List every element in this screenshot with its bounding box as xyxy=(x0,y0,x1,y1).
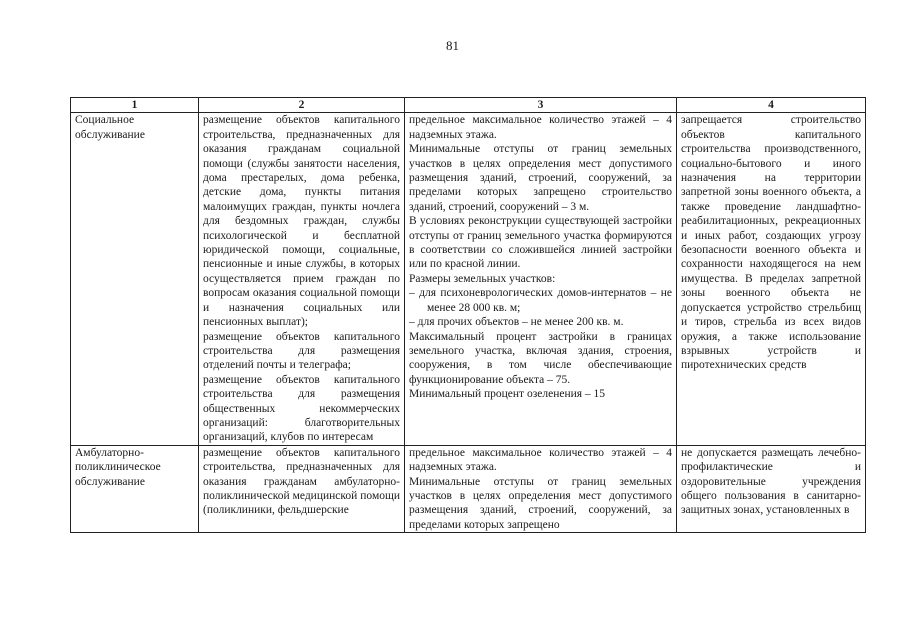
parameter-item: Размеры земельных участков: xyxy=(409,272,556,285)
parameter-item: предельное максимальное количество этажей – 4 надземных этажа. xyxy=(409,114,672,141)
page-number: 81 xyxy=(446,38,459,53)
use-type-name xyxy=(71,445,199,532)
table-row xyxy=(71,445,866,532)
restriction-item: не допускается размещать лечебно-профилактические и оздоровительные учреждения общего пользования в санитарно-защитных зонах, установленных в xyxy=(681,446,861,517)
parameter-list-item: – для психоневрологических домов-интернатов – не менее 28 000 кв. м; xyxy=(409,287,672,314)
parameter-list-item: – для прочих объектов – не менее 200 кв. м. xyxy=(409,316,624,329)
table-header-row xyxy=(71,98,866,113)
zoning-regulations-table xyxy=(70,97,866,533)
permitted-use-item: размещение объектов капитального строительства для размещения общественных некоммерческих организаций: благотворительных организаций, клубов по интересам xyxy=(203,373,400,444)
permitted-uses-cell xyxy=(199,113,405,445)
parameter-item: предельное максимальное количество этажей – 4 надземных этажа. xyxy=(409,446,672,474)
column-header-1: 1 xyxy=(71,98,199,113)
use-type-name xyxy=(71,113,199,445)
parameters-cell xyxy=(405,445,677,532)
parameter-item: Максимальный процент застройки в границах земельного участка, включая здания, строения, сооружения, в том числе обеспечивающие функционирование объекта – 75. xyxy=(409,330,672,386)
parameter-item: Минимальный процент озеленения – 15 xyxy=(409,388,606,401)
parameters-cell xyxy=(405,113,677,445)
permitted-use-item: размещение объектов капитального строительства для размещения отделений почты и телеграфа; xyxy=(203,330,400,372)
restriction-item: запрещается строительство объектов капитального строительства производственного, социально-бытового и иного назначения на территории запретной зоны военного объекта, а также проведение ландшафтно-реабилитационных, рекреационных и иных работ, создающих угрозу безопасности военного объекта и сохранности находящегося на нем имущества. В пределах запретной зоны военного объекта не допускается устройство стрельбищ и тиров, стрельба из всех видов оружия, а также использование взрывных устройств и пиротехнических средств xyxy=(681,114,861,372)
column-header-2: 2 xyxy=(199,98,405,113)
use-type-name-text: Амбулаторно-поликлиническое обслуживание xyxy=(75,446,161,488)
restrictions-cell xyxy=(677,113,866,445)
restrictions-cell xyxy=(677,445,866,532)
parameter-item: В условиях реконструкции существующей застройки отступы от границ земельного участка формируются в соответствии со сложившейся линией застройки или по красной линии. xyxy=(409,215,672,271)
column-header-4: 4 xyxy=(677,98,866,113)
column-header-3: 3 xyxy=(405,98,677,113)
table-row xyxy=(71,113,866,445)
parameter-item: Минимальные отступы от границ земельных участков в целях определения мест допустимого размещения зданий, строений, сооружений, за пределами которых запрещено строительство зданий, строений, сооружений – 3 м. xyxy=(409,143,672,213)
permitted-uses-cell xyxy=(199,445,405,532)
use-type-name-text: Социальное обслуживание xyxy=(75,114,145,141)
parameter-item: Минимальные отступы от границ земельных участков в целях определения мест допустимого размещения зданий, строений, сооружений, за пределами которых запрещено xyxy=(409,475,672,531)
permitted-use-item: размещение объектов капитального строительства, предназначенных для оказания гражданам социальной помощи (службы занятости населения, дома престарелых, дома ребенка, детские дома, пункты питания малоимущих граждан, пункты ночлега для бездомных граждан, службы психологической и бесплатной юридической помощи, социальные, пенсионные и иные службы, в которых осуществляется прием граждан по вопросам оказания социальной помощи и назначения социальных или пенсионных выплат); xyxy=(203,114,400,329)
permitted-use-item: размещение объектов капитального строительства, предназначенных для оказания гражданам амбулаторно-поликлинической медицинской помощи (поликлиники, фельдшерские xyxy=(203,446,400,517)
